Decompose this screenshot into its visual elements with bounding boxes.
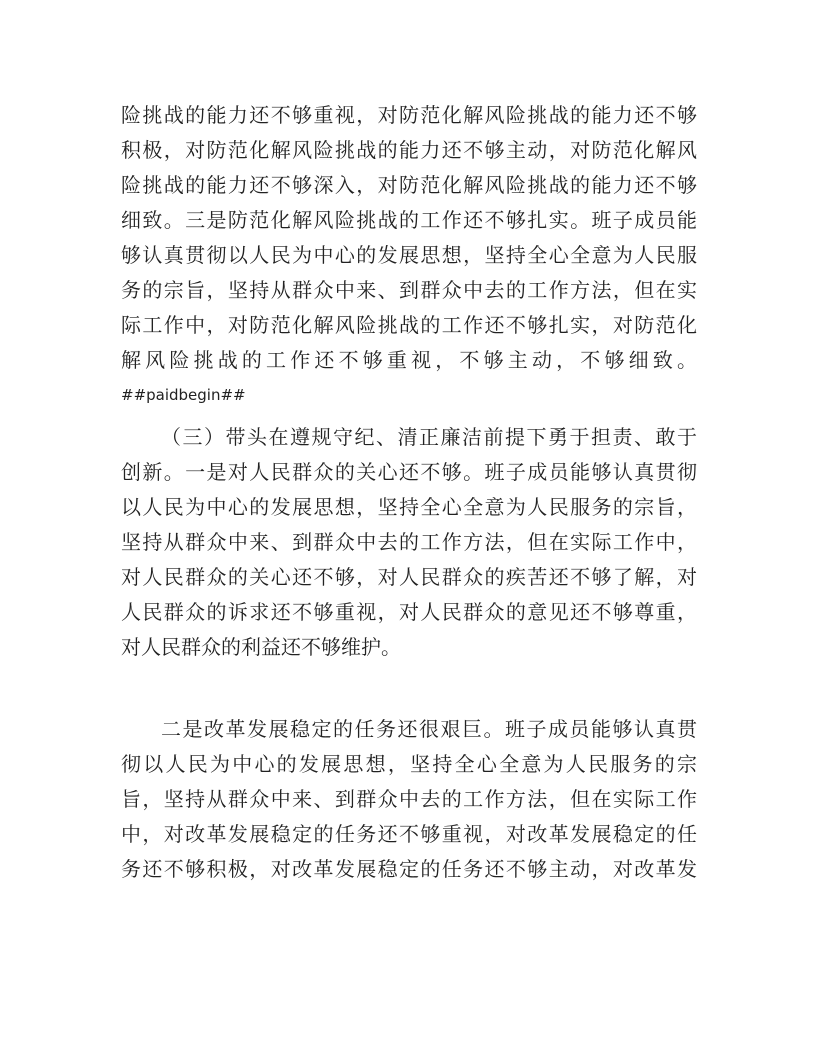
text-line: 解风险挑战的工作还不够重视，不够主动，不够细致。 (121, 348, 697, 372)
text-line: 积极，对防范化解风险挑战的能力还不够主动，对防范化解风 (121, 138, 697, 162)
text-line: 旨，坚持从群众中来、到群众中去的工作方法，但在实际工作 (121, 787, 697, 811)
text-line-indented: 二是改革发展稳定的任务还很艰巨。班子成员能够认真贯 (161, 717, 697, 741)
paragraph-reform-development (121, 712, 697, 887)
text-line: 坚持从群众中来、到群众中去的工作方法，但在实际工作中， (121, 530, 697, 554)
text-line: 以人民为中心的发展思想，坚持全心全意为人民服务的宗旨， (121, 495, 697, 519)
text-line: 务还不够积极，对改革发展稳定的任务还不够主动，对改革发 (121, 857, 697, 881)
paid-begin-marker: ##paidbegin## (121, 386, 246, 404)
text-line-indented: （三）带头在遵规守纪、清正廉洁前提下勇于担责、敢于 (161, 425, 697, 449)
text-line: 细致。三是防范化解风险挑战的工作还不够扎实。班子成员能 (121, 208, 697, 232)
text-line: 险挑战的能力还不够深入，对防范化解风险挑战的能力还不够 (121, 173, 697, 197)
paragraph-section-three (121, 420, 697, 665)
text-line: 创新。一是对人民群众的关心还不够。班子成员能够认真贯彻 (121, 460, 697, 484)
text-line: 际工作中，对防范化解风险挑战的工作还不够扎实，对防范化 (121, 313, 697, 337)
text-line: 对人民群众的利益还不够维护。 (121, 635, 401, 659)
text-line: 够认真贯彻以人民为中心的发展思想，坚持全心全意为人民服 (121, 243, 697, 267)
paragraph-risk-challenges (121, 98, 697, 413)
text-line: 彻以人民为中心的发展思想，坚持全心全意为人民服务的宗 (121, 752, 697, 776)
text-line: 险挑战的能力还不够重视，对防范化解风险挑战的能力还不够 (121, 103, 697, 127)
text-line: 对人民群众的关心还不够，对人民群众的疾苦还不够了解，对 (121, 565, 697, 589)
text-line: 人民群众的诉求还不够重视，对人民群众的意见还不够尊重， (121, 600, 697, 624)
text-line: 中，对改革发展稳定的任务还不够重视，对改革发展稳定的任 (121, 822, 697, 846)
text-line: 务的宗旨，坚持从群众中来、到群众中去的工作方法，但在实 (121, 278, 697, 302)
